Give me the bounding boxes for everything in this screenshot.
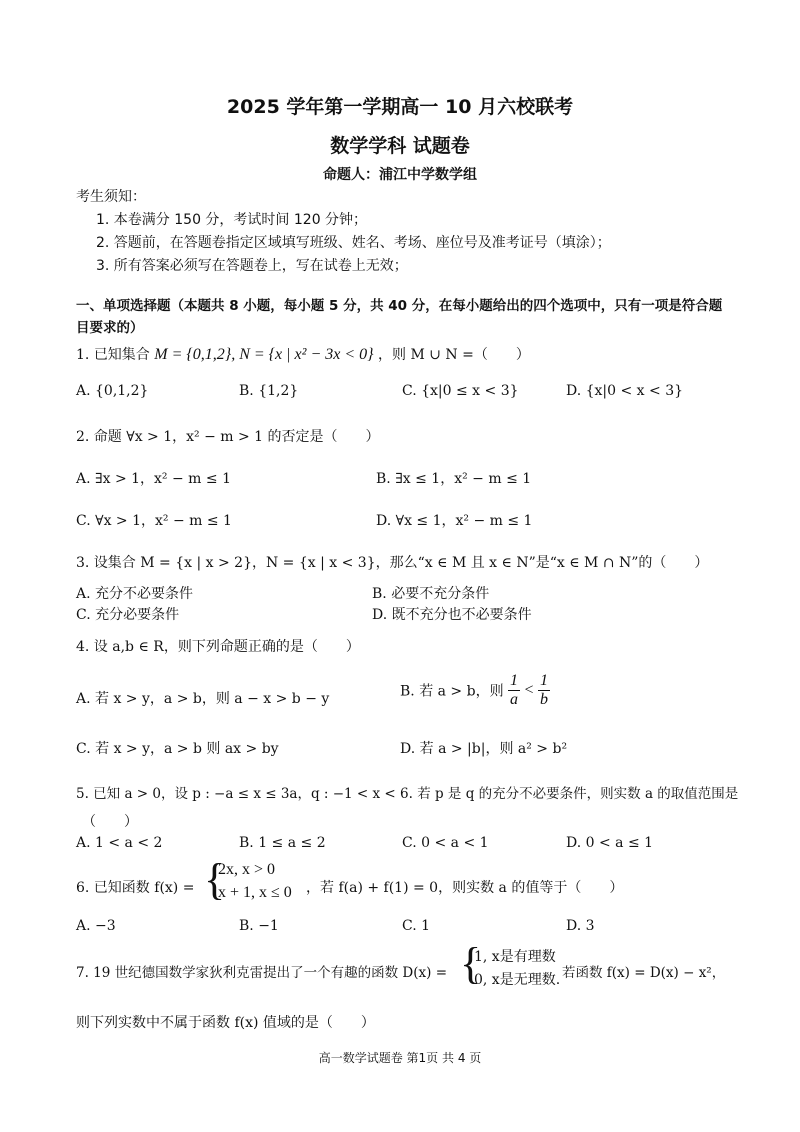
option-a: A. 若 x > y，a > b，则 a − x > b − y [76,691,330,707]
piecewise-case: 0, x是无理数. [474,972,561,988]
notice-heading: 考生须知： [76,189,146,205]
section-heading: 一、单项选择题（本题共 8 小题，每小题 5 分，共 40 分，在每小题给出的四个选项中，只有一项是符合题 [76,298,723,314]
question-7-cont: 则下列实数中不属于函数 f(x) 值域的是（ ） [76,1015,375,1031]
denominator: a [510,691,519,708]
exam-author: 命题人：浦江中学数学组 [323,167,477,183]
question-3: 3. 设集合 M = {x | x > 2}，N = {x | x < 3}，那么“x ∈ M 且 x ∈ N”是“x ∈ M ∩ N”的（ ） [76,555,709,571]
option-b: B. −1 [239,918,279,934]
piecewise-case: x + 1, x ≤ 0 [218,884,292,901]
denominator: b [539,691,548,708]
question-text: ，则 M ∪ N =（ ） [378,347,530,363]
option-b: B. 1 ≤ a ≤ 2 [239,835,326,851]
option-a: A. ∃x > 1，x² − m ≤ 1 [76,471,231,487]
option-c: C. 若 x > y，a > b 则 ax > by [76,741,279,757]
option-d: D. 0 < a ≤ 1 [566,835,654,851]
option-d: D. {x|0 < x < 3} [566,383,684,399]
question-6-post: ，若 f(a) + f(1) = 0，则实数 a 的值等于（ ） [306,880,624,896]
question-number: 1. [76,347,90,363]
notice-item: 3. 所有答案必须写在答题卷上，写在试卷上无效； [96,258,408,274]
question-4: 4. 设 a,b ∈ R，则下列命题正确的是（ ） [76,639,360,655]
question-math: M = {0,1,2}, N = {x | x² − 3x < 0} [154,346,374,363]
option-a: A. {0,1,2} [76,383,149,399]
notice-item: 1. 本卷满分 150 分，考试时间 120 分钟； [96,212,368,228]
piecewise-case: 2x, x > 0 [218,861,276,878]
option-b: B. ∃x ≤ 1，x² − m ≤ 1 [376,471,532,487]
piecewise-brace: { [460,939,482,988]
option-c: C. 1 [402,918,431,934]
option-d: D. 若 a > |b|，则 a² > b² [400,741,568,757]
piecewise-brace: { [204,855,226,904]
option-a: A. 1 < a < 2 [76,835,163,851]
fraction-1-over-b [538,672,550,709]
section-heading-cont: 目要求的） [76,320,144,336]
option-c: C. {x|0 ≤ x < 3} [402,383,519,399]
option-d: D. 既不充分也不必要条件 [372,607,532,623]
piecewise-case: 1, x是有理数 [474,949,556,965]
exam-subtitle: 数学学科 试题卷 [330,135,470,157]
option-d: D. ∀x ≤ 1，x² − m ≤ 1 [376,513,533,529]
question-1 [76,344,530,364]
question-2: 2. 命题 ∀x > 1，x² − m > 1 的否定是（ ） [76,429,380,445]
option-b: B. 必要不充分条件 [372,586,490,602]
numerator: 1 [539,672,548,689]
option-c: C. ∀x > 1，x² − m ≤ 1 [76,513,232,529]
exam-title: 2025 学年第一学期高一 10 月六校联考 [226,96,574,118]
notice-item: 2. 答题前，在答题卷指定区域填写班级、姓名、考场、座位号及准考证号（填涂）； [96,235,611,251]
option-c: C. 充分必要条件 [76,607,180,623]
option-b: B. {1,2} [239,383,299,399]
less-than-sign: < [524,681,534,699]
option-a: A. 充分不必要条件 [76,586,194,602]
question-5: 5. 已知 a > 0，设 p : −a ≤ x ≤ 3a，q : −1 < x < 6. 若 p 是 q 的充分不必要条件，则实数 a 的取值范围是 [76,786,739,802]
question-6-pre: 6. 已知函数 f(x) = [76,880,195,896]
option-a: A. −3 [76,918,116,934]
question-text: 已知集合 [93,347,150,363]
page-footer: 高一数学试题卷 第1页 共 4 页 [318,1051,482,1065]
option-b [400,672,550,709]
question-7-post: 若函数 f(x) = D(x) − x²， [562,965,726,981]
fraction-1-over-a [508,672,520,709]
numerator: 1 [510,672,519,689]
option-c: C. 0 < a < 1 [402,835,489,851]
option-b-text: B. 若 a > b，则 [400,683,504,700]
question-5-cont: （ ） [82,814,138,830]
question-7-pre: 7. 19 世纪德国数学家狄利克雷提出了一个有趣的函数 D(x) = [76,965,448,981]
option-d: D. 3 [566,918,595,934]
